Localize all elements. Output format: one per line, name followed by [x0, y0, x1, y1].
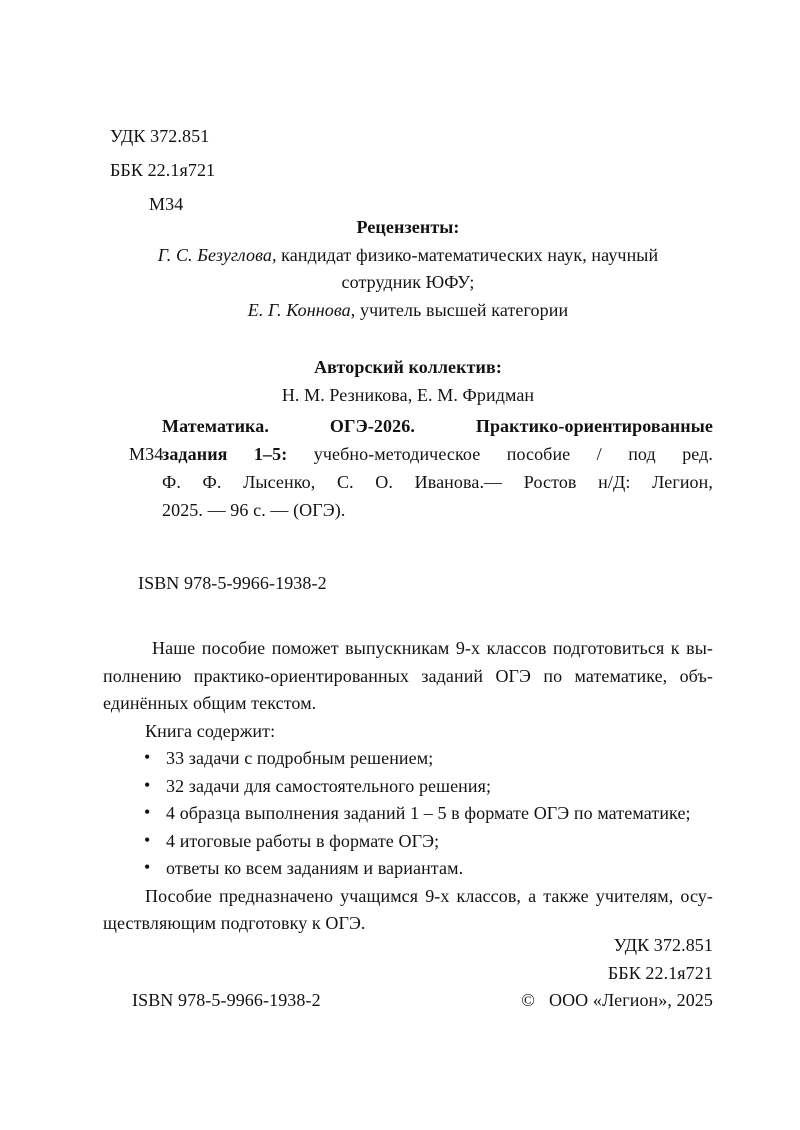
copyright-notice — [521, 986, 713, 1014]
list-item-text: ответы ко всем заданиям и вариантам. — [166, 858, 464, 878]
audience-line: ществляющим подготовку к ОГЭ. — [103, 913, 366, 933]
authors-section — [103, 353, 713, 409]
list-item — [103, 745, 713, 773]
bbk-code: ББК 22.1я721 — [110, 160, 216, 180]
isbn-bottom: ISBN 978-5-9966-1938-2 — [132, 990, 321, 1010]
annotation-line: полнению практико-ориентированных заданий ОГЭ по математике, объ- — [103, 665, 713, 686]
bullet-icon: • — [144, 802, 151, 822]
bullet-icon: • — [144, 774, 151, 795]
bottom-classification-codes — [103, 931, 713, 987]
bullet-icon: • — [144, 829, 151, 850]
biblio-margin-code: М34 — [129, 444, 164, 464]
list-item — [103, 773, 713, 801]
audience-line: Пособие предназначено учащимся 9-х классов, а также учителям, осу- — [145, 885, 713, 906]
author-sign-code: М34 — [149, 194, 184, 214]
reviewer-name: Е. Г. Коннова — [247, 299, 351, 320]
biblio-line — [129, 440, 713, 468]
biblio-title-continuation: задания 1–5: — [162, 444, 288, 464]
copyright-icon: © — [521, 990, 535, 1010]
list-item-text: 4 итоговые работы в формате ОГЭ; — [166, 830, 440, 851]
reviewer-name: Г. С. Безуглова — [157, 244, 272, 265]
reviewer-line — [103, 242, 713, 270]
list-item-text: 32 задачи для самостоятельного решения; — [166, 775, 492, 796]
annotation-line: Наше пособие поможет выпускникам 9-х классов подготовиться к вы- — [152, 638, 713, 658]
imprint-bottom-line — [103, 986, 713, 1014]
udk-code: УДК 372.851 — [110, 126, 210, 146]
bullet-icon: • — [144, 747, 151, 767]
reviewer-line-continuation: сотрудник ЮФУ; — [341, 272, 475, 292]
list-item-text: 33 задачи с подробным решением; — [166, 748, 434, 768]
authors-heading: Авторский коллектив: — [314, 357, 502, 377]
annotation-line: единённых общим текстом. — [103, 693, 317, 713]
reviewer-line — [103, 297, 713, 325]
biblio-editors-line: Ф. Ф. Лысенко, С. О. Иванова.— Ростов н/Д: Легион, — [162, 472, 713, 492]
top-classification-codes — [103, 119, 713, 221]
list-item — [103, 800, 713, 828]
reviewers-section — [103, 214, 713, 324]
list-item — [103, 855, 713, 883]
biblio-title-line: Математика. ОГЭ-2026. Практико-ориентированные — [162, 416, 713, 436]
biblio-subtitle: учебно-методическое пособие / под ред. — [313, 444, 713, 464]
reviewer-credentials: , кандидат физико-математических наук, научный — [271, 244, 659, 265]
annotation-section — [103, 635, 713, 938]
authors-names: Н. М. Резникова, Е. М. Фридман — [281, 385, 535, 405]
bibliographic-entry — [103, 412, 713, 524]
list-item-text: 4 образца выполнения заданий 1 – 5 в формате ОГЭ по математике; — [166, 803, 691, 823]
contents-heading: Книга содержит: — [145, 720, 276, 741]
copyright-text: ООО «Легион», 2025 — [548, 990, 713, 1010]
reviewer-credentials: , учитель высшей категории — [350, 299, 569, 320]
list-item — [103, 828, 713, 856]
udk-code-bottom: УДК 372.851 — [613, 935, 713, 955]
bbk-code-bottom: ББК 22.1я721 — [607, 963, 713, 983]
isbn-upper: ISBN 978-5-9966-1938-2 — [138, 573, 327, 593]
bullet-icon: • — [144, 857, 151, 877]
biblio-year-line: 2025. — 96 с. — (ОГЭ). — [162, 500, 346, 520]
reviewers-heading: Рецензенты: — [356, 217, 460, 237]
